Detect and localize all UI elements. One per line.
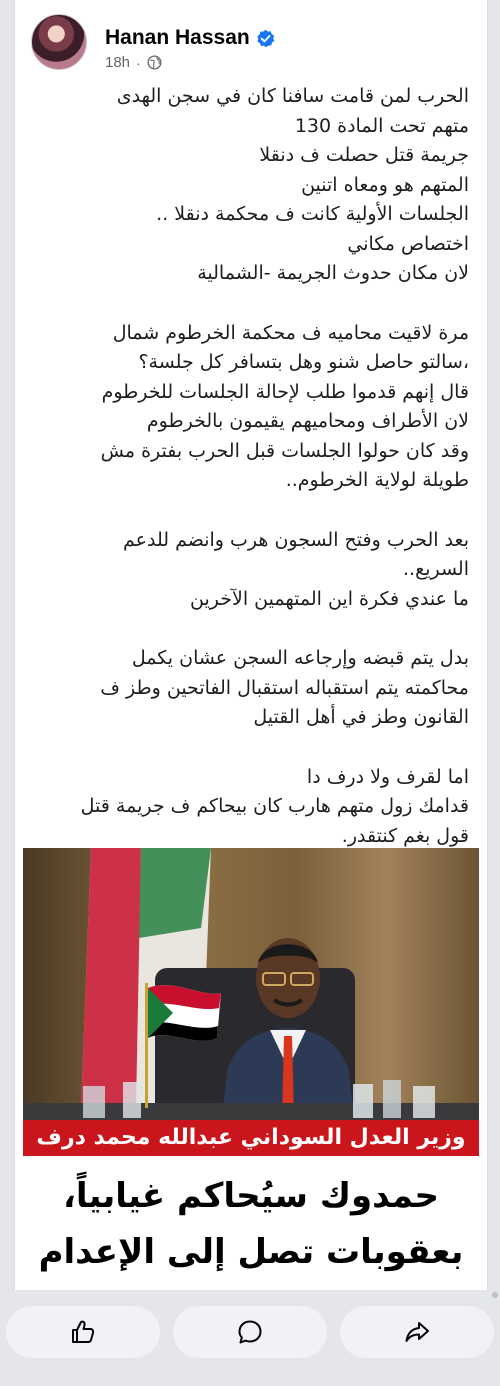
author-avatar[interactable] <box>31 14 87 70</box>
globe-icon[interactable] <box>147 55 162 70</box>
post-paragraph-2 <box>33 319 469 496</box>
post-body <box>33 82 469 851</box>
author-name-row <box>105 26 275 50</box>
water-bottles <box>83 1078 453 1118</box>
post-line: اختصاص مكاني <box>347 232 469 255</box>
post-line: المتهم هو ومعاه اتنين <box>301 173 469 196</box>
post-paragraph-5 <box>33 763 469 852</box>
share-icon <box>403 1318 431 1346</box>
post-line: قدامك زول متهم هارب كان بيحاكم ف جريمة قتل <box>80 795 469 817</box>
post-line: السريع.. <box>403 558 469 580</box>
post-paragraph-3 <box>33 526 469 615</box>
post-meta <box>105 54 162 71</box>
like-button[interactable] <box>6 1306 160 1358</box>
post-line: بعد الحرب وفتح السجون هرب وانضم للدعم <box>123 528 469 551</box>
post-line: طويلة لولاية الخرطوم.. <box>285 469 469 491</box>
thumbs-up-icon <box>69 1318 97 1346</box>
post-line: القانون وطز في أهل القتيل <box>253 706 469 728</box>
post-line: لان الأطراف ومحاميهم يقيمون بالخرطوم <box>146 410 469 432</box>
paragraph-gap <box>33 614 469 644</box>
paragraph-gap <box>33 733 469 763</box>
post-line: مرة لاقيت محاميه ف محكمة الخرطوم شمال <box>112 321 469 344</box>
author-name[interactable]: Hanan Hassan <box>105 26 250 49</box>
comment-icon <box>236 1318 264 1346</box>
post-paragraph-4 <box>33 644 469 733</box>
post-header <box>31 14 471 74</box>
post-line: لان مكان حدوث الجريمة -الشمالية <box>197 262 469 284</box>
image-headline-panel <box>23 1156 479 1290</box>
post-action-bar <box>0 1298 500 1370</box>
post-line: ما عندي فكرة اين المتهمين الآخرين <box>190 587 469 610</box>
post-card <box>14 0 488 1290</box>
image-headline <box>23 1168 479 1280</box>
meta-separator: · <box>136 54 141 71</box>
paragraph-gap <box>33 289 469 319</box>
image-caption-banner: وزير العدل السوداني عبدالله محمد درف <box>23 1120 479 1156</box>
share-button[interactable] <box>340 1306 494 1358</box>
post-paragraph-1 <box>33 82 469 289</box>
post-line: ،سالتو حاصل شنو وهل بتسافر كل جلسة؟ <box>138 351 469 373</box>
post-line: اما لقرف ولا درف دا <box>306 765 469 788</box>
headline-line-2: بعقوبات تصل إلى الإعدام <box>38 1232 464 1272</box>
post-line: قول بغم كنتقدر. <box>341 824 469 847</box>
post-image[interactable] <box>23 848 479 1290</box>
post-line: الحرب لمن قامت سافنا كان في سجن الهدى <box>116 85 469 107</box>
post-line: بدل يتم قبضه وإرجاعه السجن عشان يكمل <box>131 647 469 669</box>
scroll-indicator <box>492 1292 498 1298</box>
post-line: محاكمته يتم استقباله استقبال الفاتحين وطز ف <box>100 676 469 699</box>
verified-badge-icon <box>256 29 275 48</box>
post-line: قال إنهم قدموا طلب لإحالة الجلسات للخرطوم <box>101 380 469 403</box>
comment-button[interactable] <box>173 1306 327 1358</box>
post-time[interactable]: 18h <box>105 54 131 71</box>
headline-line-1: حمدوك سيُحاكم غيابياً، <box>62 1176 440 1216</box>
paragraph-gap <box>33 496 469 526</box>
post-line: متهم تحت المادة 130 <box>294 114 469 137</box>
post-line: وقد كان حولوا الجلسات قبل الحرب بفترة مش <box>100 439 469 462</box>
post-line: جريمة قتل حصلت ف دنقلا <box>259 144 469 166</box>
post-line: الجلسات الأولية كانت ف محكمة دنقلا .. <box>156 203 469 225</box>
